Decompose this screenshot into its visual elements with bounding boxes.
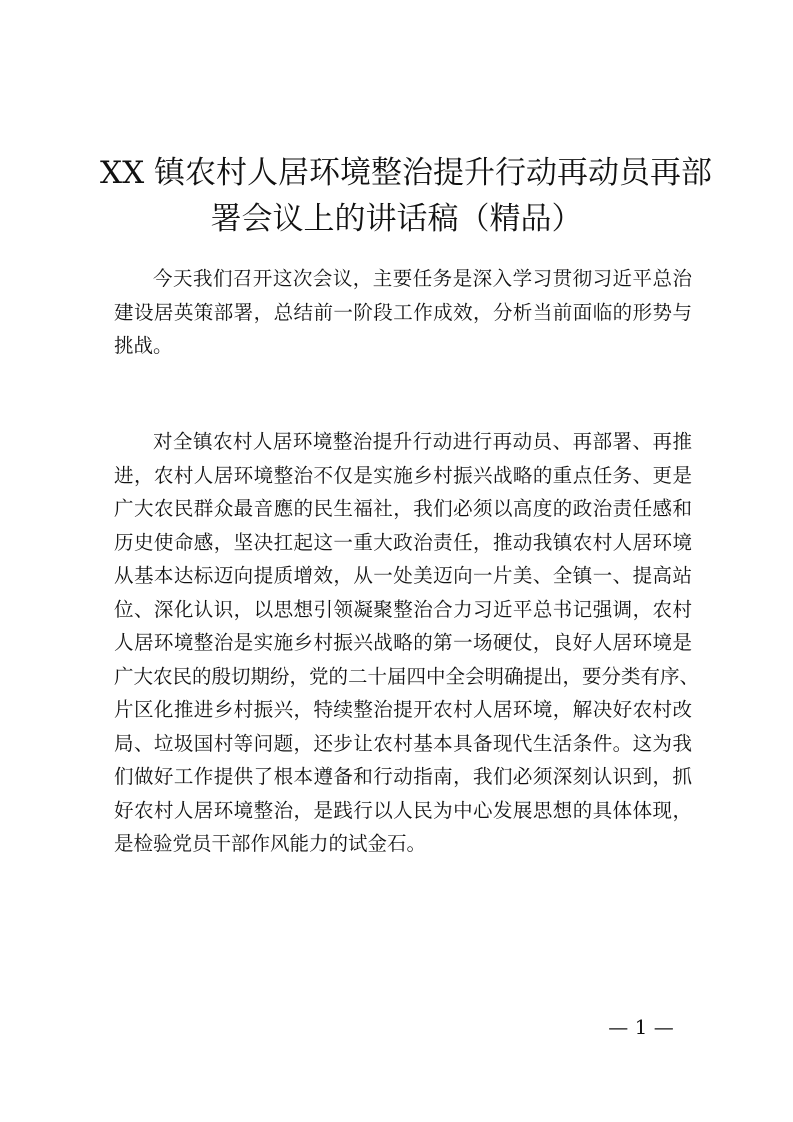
text-line: 广大农民的殷切期纷，党的二十届四中全会明确提出，要分类有序、: [114, 664, 700, 688]
text-line: 从基本达标迈向提质增效，从一处美迈向一片美、全镇一、提高站: [114, 564, 692, 587]
text-line: 局、垃圾国村等问题，还步让农村基本具备现代生活条件。这为我: [114, 731, 692, 755]
page-title: [100, 150, 712, 242]
title-line-1: XX 镇农村人居环境整治提升行动再动员再部: [100, 155, 712, 191]
paragraph-intro: [114, 262, 692, 363]
text-line: 人居环境整治是实施乡村振兴战略的第一场硬仗，良好人居环境是: [114, 631, 692, 654]
text-line: 好农村人居环境整治，是践行以人民为中心发展思想的具体体现，: [114, 798, 692, 822]
text-line: 进，农村人居环境整治不仅是实施乡村振兴战略的重点任务、更是: [114, 463, 692, 487]
text-line: 是检验党员干部作风能力的试金石。: [114, 832, 427, 855]
text-line: 历史使命感，坚决扛起这一重大政治责任，推动我镇农村人居环境: [114, 530, 692, 554]
text-line: 建设居英策部署，总结前一阶段工作成效，分析当前面临的形势与: [114, 300, 692, 324]
title-line-2: 署会议上的讲话稿（精品）: [210, 201, 583, 237]
text-line: 位、深化认识，以思想引领凝聚整治合力习近平总书记强调，农村: [114, 597, 692, 621]
text-line: 今天我们召开这次会议，主要任务是深入学习贯彻习近平总治: [153, 267, 692, 290]
text-line: 对全镇农村人居环境整治提升行动进行再动员、再部署、再推: [153, 430, 692, 453]
text-line: 片区化推进乡村振兴，特续整治提开农村人居环境，解决好农村改: [114, 698, 692, 721]
text-line: 广大农民群众最音應的民生福社，我们必须以高度的政治责任感和: [114, 497, 692, 520]
paragraph-body: [114, 425, 700, 861]
text-line: 挑战。: [114, 334, 173, 357]
page-number: — 1 —: [608, 1015, 674, 1039]
text-line: 们做好工作提供了根本遵备和行动指南，我们必须深刻认识到，抓: [114, 765, 692, 788]
